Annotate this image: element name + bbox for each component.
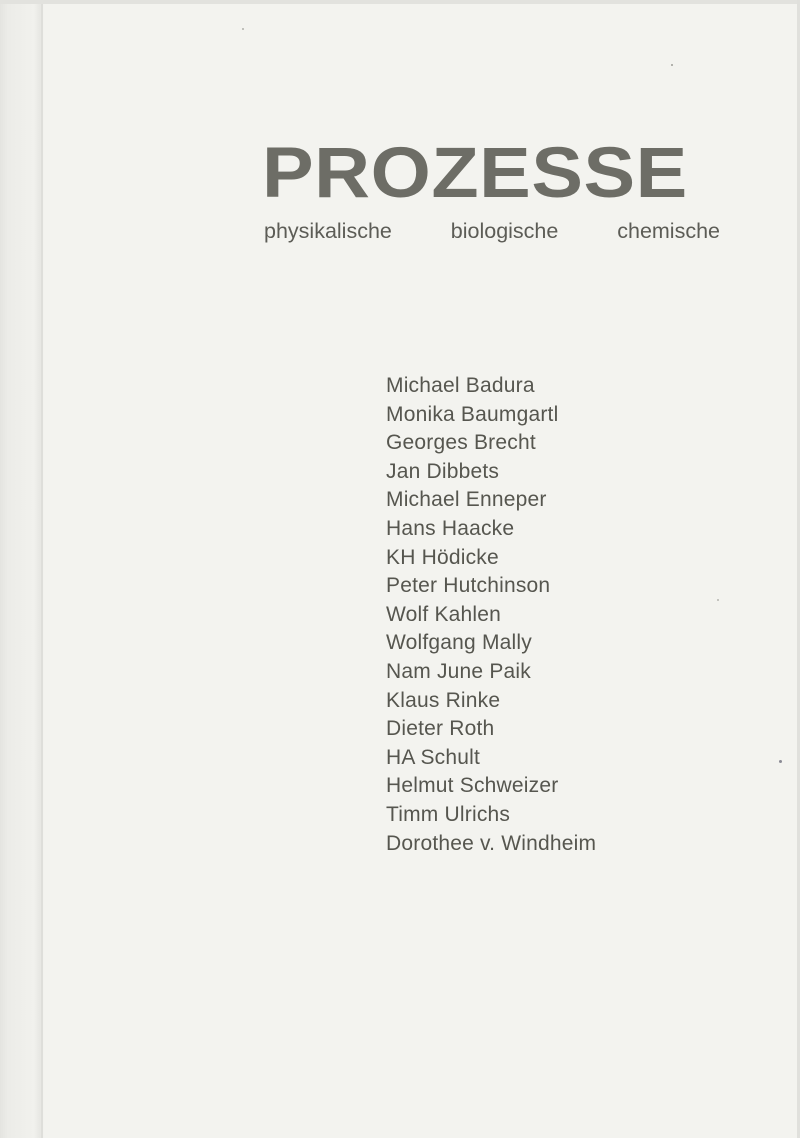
artist-name: Hans Haacke <box>386 516 515 540</box>
artist-name: Dorothee v. Windheim <box>386 831 597 855</box>
artist-name: Wolfgang Mally <box>386 631 532 655</box>
artist-name: Wolf Kahlen <box>386 602 502 626</box>
spine-edge <box>0 0 44 1138</box>
artist-name: Klaus Rinke <box>386 688 501 712</box>
artist-name: Georges Brecht <box>386 431 536 455</box>
artist-name: KH Hödicke <box>386 545 499 569</box>
artist-name: Michael Enneper <box>386 488 547 512</box>
paper-speck <box>242 28 244 30</box>
cover-title: PROZESSE <box>262 134 688 213</box>
artist-name: Dieter Roth <box>386 717 495 741</box>
subtitle-word-physikalische: physikalische <box>264 219 392 243</box>
top-edge <box>0 0 800 4</box>
artist-name: Jan Dibbets <box>386 459 500 483</box>
cover-subtitle <box>264 216 720 246</box>
subtitle-word-biologische: biologische <box>450 219 559 243</box>
artist-name: Monika Baumgartl <box>386 402 559 426</box>
artist-list <box>386 372 596 858</box>
paper-speck <box>779 760 782 763</box>
subtitle-word-chemische: chemische <box>617 219 720 243</box>
artist-name: Nam June Paik <box>386 659 531 683</box>
artist-name: HA Schult <box>386 745 481 769</box>
artist-name: Timm Ulrichs <box>386 802 511 826</box>
artist-name: Peter Hutchinson <box>386 574 551 598</box>
artist-name: Michael Badura <box>386 374 535 397</box>
spine-crease <box>41 0 43 1138</box>
artist-name: Helmut Schweizer <box>386 774 559 798</box>
paper-speck <box>717 599 719 601</box>
paper-speck <box>671 64 673 66</box>
